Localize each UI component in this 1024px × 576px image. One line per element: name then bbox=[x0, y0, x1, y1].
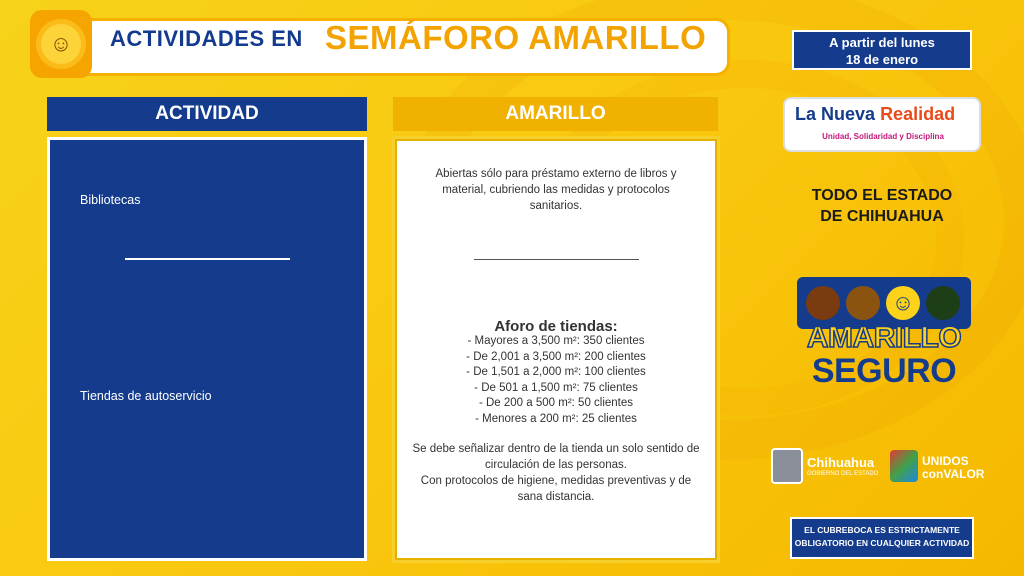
chihuahua-logo-text: Chihuahua bbox=[807, 455, 875, 470]
sun-badge bbox=[30, 10, 92, 78]
amarillo-column-header: AMARILLO bbox=[393, 97, 718, 131]
estado-line-1: TODO EL ESTADO bbox=[811, 187, 953, 204]
smiling-sun-icon: ☺ bbox=[41, 24, 81, 64]
tiendas-note-2: Con protocolos de higiene, medidas preventivas y de sana distancia. bbox=[420, 475, 692, 503]
unidos-map-icon bbox=[890, 450, 918, 482]
unidos-line-2: conVALOR bbox=[922, 467, 985, 481]
cubre-line-1: EL CUBREBOCA ES ESTRICTAMENTE bbox=[804, 525, 960, 535]
estado-line-2: DE CHIHUAHUA bbox=[820, 208, 944, 225]
estado-label bbox=[783, 185, 981, 227]
smiling-yellow-light-icon: ☺ bbox=[886, 286, 920, 320]
aforo-item: - Mayores a 3,500 m²: 350 clientes bbox=[467, 335, 645, 347]
date-line-1: A partir del lunes bbox=[829, 35, 935, 50]
cubre-line-2: OBLIGATORIO EN CUALQUIER ACTIVIDAD bbox=[794, 538, 970, 548]
nueva-realidad-slogan: Unidad, Solidaridad y Disciplina bbox=[822, 132, 944, 141]
activity-tiendas: Tiendas de autoservicio bbox=[80, 389, 212, 403]
aforo-item: - De 2,001 a 3,500 m²: 200 clientes bbox=[466, 350, 646, 363]
tiendas-note-1: Se debe señalizar dentro de la tienda un solo sentido de circulación de las personas. bbox=[412, 443, 700, 471]
seguro-logo-text: SEGURO bbox=[811, 352, 957, 390]
red-light-icon bbox=[806, 286, 840, 320]
date-line-2: 18 de enero bbox=[845, 52, 919, 67]
aforo-item: - Menores a 200 m²: 25 clientes bbox=[475, 412, 637, 425]
gobierno-text: GOBIERNO DEL ESTADO bbox=[807, 471, 879, 477]
page-title: SEMÁFORO AMARILLO bbox=[325, 19, 707, 56]
activity-column-header: ACTIVIDAD bbox=[47, 97, 367, 131]
date-box bbox=[792, 30, 972, 70]
orange-light-icon bbox=[846, 286, 880, 320]
aforo-item: - De 1,501 a 2,000 m²: 100 clientes bbox=[466, 366, 646, 379]
amarillo-logo-text: AMARILLO bbox=[806, 321, 962, 354]
bibliotecas-detail: Abiertas sólo para préstamo externo de libros y material, cubriendo las medidas y protocolos sanitarios. bbox=[435, 168, 677, 212]
aforo-list bbox=[410, 334, 702, 428]
realidad-word: Realidad bbox=[880, 104, 956, 124]
nueva-realidad-title bbox=[795, 104, 955, 125]
nueva-word: La Nueva bbox=[795, 104, 876, 124]
activity-bibliotecas: Bibliotecas bbox=[80, 193, 141, 207]
chihuahua-shield-icon bbox=[771, 448, 803, 484]
unidos-logo-text bbox=[922, 455, 984, 481]
cubreboca-notice bbox=[790, 517, 974, 559]
aforo-item: - De 501 a 1,500 m²: 75 clientes bbox=[474, 381, 638, 394]
title-prefix: ACTIVIDADES EN bbox=[110, 26, 303, 51]
green-light-icon bbox=[926, 286, 960, 320]
details-divider bbox=[474, 259, 639, 260]
unidos-line-1: UNIDOS bbox=[922, 454, 969, 468]
aforo-title: Aforo de tiendas: bbox=[494, 318, 618, 335]
aforo-item: - De 200 a 500 m²: 50 clientes bbox=[478, 397, 634, 410]
activity-divider bbox=[125, 258, 290, 260]
